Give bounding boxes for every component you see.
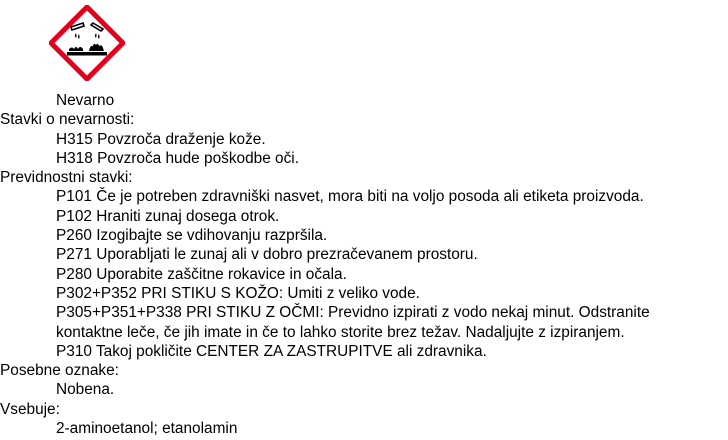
hazard-statement: H318 Povzroča hude poškodbe oči. <box>56 149 299 167</box>
precautionary-statement: P302+P352 PRI STIKU S KOŽO: Umiti z veliko vode. <box>56 284 420 302</box>
special-label-value: Nobena. <box>56 381 115 399</box>
contains-value: 2-aminoetanol; etanolamin <box>56 420 238 438</box>
hazard-statements-heading: Stavki o nevarnosti: <box>0 111 135 129</box>
special-labels-heading: Posebne oznake: <box>0 362 119 380</box>
precautionary-statement: P102 Hraniti zunaj dosega otrok. <box>56 207 280 225</box>
precautionary-statement: P305+P351+P338 PRI STIKU Z OČMI: Previdno izpirati z vodo nekaj minut. Odstranite <box>56 304 650 322</box>
precautionary-statement: P260 Izogibajte se vdihovanju razpršila. <box>56 227 328 245</box>
signal-word: Nevarno <box>56 92 115 109</box>
precautionary-statement-continuation: kontaktne leče, če jih imate in če to lahko storite brez težav. Nadaljujte z izpiranjem. <box>56 323 625 341</box>
precautionary-statement: P101 Če je potreben zdravniški nasvet, mora biti na voljo posoda ali etiketa proizvoda. <box>56 188 644 206</box>
precautionary-statement: P310 Takoj pokličite CENTER ZA ZASTRUPITVE ali zdravnika. <box>56 342 487 360</box>
corrosion-pictogram-icon <box>49 5 125 81</box>
precautionary-statement: P271 Uporabljati le zunaj ali v dobro prezračevanem prostoru. <box>56 246 478 264</box>
contains-heading: Vsebuje: <box>0 400 60 418</box>
hazard-label-text <box>0 91 728 438</box>
precautionary-statements-heading: Previdnostni stavki: <box>0 169 133 187</box>
hazard-statement: H315 Povzroča draženje kože. <box>56 130 266 148</box>
precautionary-statement: P280 Uporabite zaščitne rokavice in očala. <box>56 265 347 283</box>
